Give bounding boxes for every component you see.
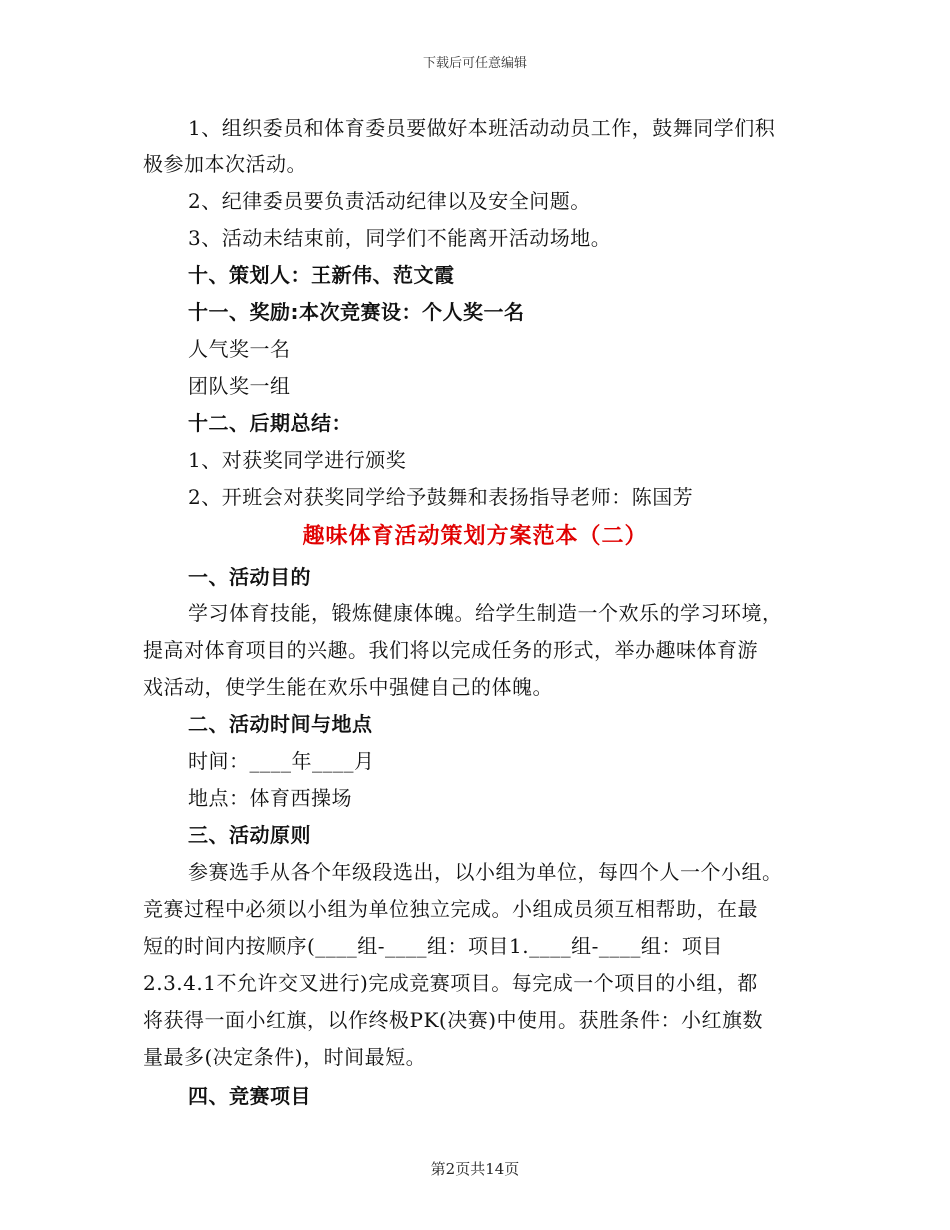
heading-1: 一、活动目的: [188, 565, 311, 589]
award-popular: 人气奖一名: [188, 337, 291, 361]
principle-line-6: 量最多(决定条件)，时间最短。: [143, 1045, 427, 1069]
summary-2: 2、开班会对获奖同学给予鼓舞和表扬指导老师：陈国芳: [188, 485, 694, 509]
header-note: 下载后可任意编辑: [422, 56, 527, 71]
item1-line2: 极参加本次活动。: [143, 152, 307, 176]
award-team: 团队奖一组: [188, 374, 291, 398]
heading-4: 四、竞赛项目: [188, 1084, 311, 1108]
heading-2: 二、活动时间与地点: [188, 712, 373, 736]
page-number: 第2页共14页: [430, 1160, 520, 1178]
purpose-line-1: 学习体育技能，锻炼健康体魄。给学生制造一个欢乐的学习环境，: [188, 601, 783, 625]
heading-12: 十二、后期总结：: [188, 411, 352, 435]
principle-line-3: 短的时间内按顺序(____组-____组：项目1.____组-____组：项目: [143, 934, 723, 958]
purpose-line-2: 提高对体育项目的兴趣。我们将以完成任务的形式，举办趣味体育游: [143, 638, 758, 662]
heading-3: 三、活动原则: [188, 823, 311, 847]
time-line: 时间：____年____月: [188, 749, 375, 773]
purpose-line-3: 戏活动，使学生能在欢乐中强健自己的体魄。: [143, 675, 553, 699]
heading-10: 十、策划人：王新伟、范文霞: [188, 263, 455, 287]
principle-line-1: 参赛选手从各个年级段选出，以小组为单位，每四个人一个小组。: [188, 860, 783, 884]
principle-line-4: 2.3.4.1不允许交叉进行)完成竞赛项目。每完成一个项目的小组，都: [143, 971, 758, 995]
document-title: 趣味体育活动策划方案范本（二）: [302, 524, 648, 549]
item3: 3、活动未结束前，同学们不能离开活动场地。: [188, 226, 612, 250]
summary-1: 1、对获奖同学进行颁奖: [188, 448, 407, 472]
place-line: 地点：体育西操场: [188, 786, 352, 810]
principle-line-5: 将获得一面小红旗，以作终极PK(决赛)中使用。获胜条件：小红旗数: [143, 1008, 764, 1032]
heading-11: 十一、奖励:本次竞赛设：个人奖一名: [188, 300, 525, 324]
principle-line-2: 竞赛过程中必须以小组为单位独立完成。小组成员须互相帮助，在最: [143, 897, 758, 921]
item1-line1: 1、组织委员和体育委员要做好本班活动动员工作，鼓舞同学们积: [188, 116, 776, 140]
item2: 2、纪律委员要负责活动纪律以及安全问题。: [188, 189, 591, 213]
